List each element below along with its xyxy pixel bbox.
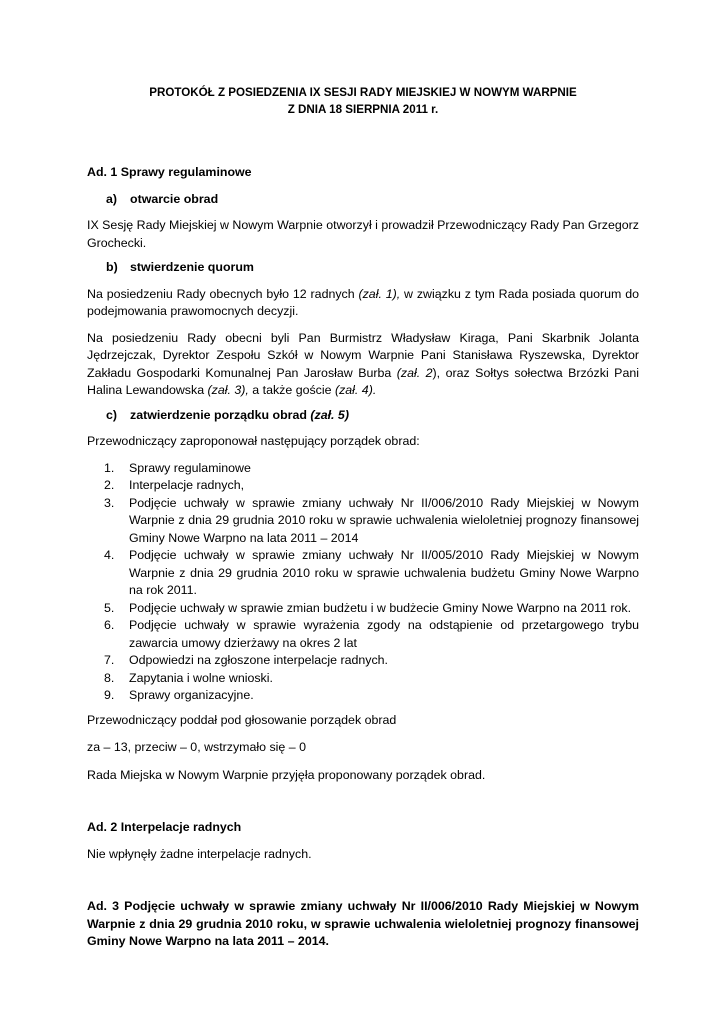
document-title-line2: Z DNIA 18 SIERPNIA 2011 r.: [287, 103, 439, 116]
ad1-b-p1-end: w związku z tym Rada posiada quorum do podejmowania prawomocnych decyzji.: [87, 286, 639, 318]
document-body: [87, 84, 639, 951]
ad1-b-marker: b): [106, 260, 118, 274]
agenda-item-number: 6.: [104, 618, 115, 632]
agenda-item-number: 9.: [104, 688, 115, 702]
agenda-item: [87, 477, 639, 495]
ad1-b-title: stwierdzenie quorum: [130, 260, 254, 274]
ad1-a-subheading: [87, 191, 639, 209]
agenda-list: [87, 460, 639, 705]
ad1-c-title-wrap: [130, 407, 349, 425]
agenda-item-text: Sprawy regulaminowe: [129, 460, 251, 475]
document-title-line1: PROTOKÓŁ Z POSIEDZENIA IX SESJI RADY MIEJSKIEJ W NOWYM WARPNIE: [149, 86, 577, 99]
ad2-text: Nie wpłynęły żadne interpelacje radnych.: [87, 846, 312, 861]
ad1-b-subheading: [87, 259, 639, 277]
ad1-b-p2-start: Na posiedzeniu Rady obecni byli Pan Burmistrz Władysław Kiraga, Pani Skarbnik Jolanta Jędrzejczak, Dyrektor Zespołu Szkół w Nowym Warpnie Pani Stanisława Ryszewska, Dyrektor Zakładu Gospodarki Komunalnej Pan Jarosław Burba: [87, 330, 639, 380]
agenda-item-text: Podjęcie uchwały w sprawie zmiany uchwały Nr II/006/2010 Rady Miejskiej w Nowym Warpnie z dnia 29 grudnia 2010 roku w sprawie uchwalenia wieloletniej prognozy finansowej Gminy Nowe Warpno na lata 2011 – 2014: [129, 495, 639, 545]
agenda-item-number: 4.: [104, 548, 115, 562]
agenda-item-text: Sprawy organizacyjne.: [129, 688, 254, 702]
ad1-heading: Ad. 1 Sprawy regulaminowe: [87, 165, 252, 179]
vote-result: za – 13, przeciw – 0, wstrzymało się – 0: [87, 740, 306, 754]
ad1-a-title: otwarcie obrad: [130, 191, 219, 206]
ad3-heading: Ad. 3 Podjęcie uchwały w sprawie zmiany uchwały Nr II/006/2010 Rady Miejskiej w Nowym Warpnie z dnia 29 grudnia 2010 roku, w sprawie uchwalenia wieloletniej prognozy finansowej Gminy Nowe Warpno na lata 2011 – 2014.: [87, 899, 639, 948]
ad1-b-p2-ref1: (zał. 2: [396, 365, 433, 380]
agenda-item-text: Zapytania i wolne wnioski.: [129, 670, 273, 685]
agenda-item-number: 3.: [104, 495, 115, 510]
ad1-b-p2-ref2: (zał. 3),: [207, 383, 249, 397]
agenda-item-text: Podjęcie uchwały w sprawie wyrażenia zgody na odstąpienie od przetargowego trybu zawarcia umowy dzierżawy na okres 2 lat: [129, 618, 639, 650]
agenda-item: [87, 460, 639, 478]
ad1-b-p1-start: Na posiedzeniu Rady obecnych było 12 radnych: [87, 286, 359, 301]
ad1-b-p2-mid: ), oraz Sołtys sołectwa Brzózki Pani Halina Lewandowska: [87, 365, 639, 397]
ad1-b-p2-mid2: a także goście: [248, 383, 335, 397]
ad1-b-attendees-paragraph: [87, 330, 639, 400]
agenda-item-text: Odpowiedzi na zgłoszone interpelacje radnych.: [129, 653, 388, 667]
agenda-item: [87, 652, 639, 670]
agenda-item-text: Podjęcie uchwały w sprawie zmian budżetu i w budżecie Gminy Nowe Warpno na 2011 rok.: [129, 600, 632, 615]
ad1-c-marker: c): [106, 407, 118, 422]
agenda-item-number: 1.: [104, 460, 115, 475]
ad1-b-p1-ref: (zał. 1),: [358, 286, 401, 301]
ad1-c-intro: Przewodniczący zaproponował następujący porządek obrad:: [87, 434, 420, 448]
agenda-item-number: 2.: [104, 478, 115, 492]
agenda-item-number: 8.: [104, 670, 115, 685]
agenda-item: [87, 547, 639, 600]
ad1-a-text: IX Sesję Rady Miejskiej w Nowym Warpnie otworzył i prowadził Przewodniczący Rady Pan Grzegorz Grochecki.: [87, 218, 639, 250]
agenda-conclusion: Rada Miejska w Nowym Warpnie przyjęła proponowany porządek obrad.: [87, 767, 486, 782]
agenda-item-text: Podjęcie uchwały w sprawie zmiany uchwały Nr II/005/2010 Rady Miejskiej w Nowym Warpnie z dnia 29 grudnia 2010 roku w sprawie uchwalenia budżetu Gminy Nowe Warpno na rok 2011.: [129, 548, 639, 597]
vote-intro: Przewodniczący poddał pod głosowanie porządek obrad: [87, 712, 397, 727]
agenda-item-number: 5.: [104, 600, 115, 615]
ad1-b-p2-ref3: (zał. 4).: [334, 383, 377, 397]
agenda-item: [87, 687, 639, 705]
ad1-c-title: zatwierdzenie porządku obrad: [130, 407, 311, 422]
ad1-c-title-ref: (zał. 5): [310, 407, 349, 422]
ad1-b-quorum-paragraph: [87, 286, 639, 321]
ad1-c-subheading: [87, 407, 639, 425]
ad2-heading: Ad. 2 Interpelacje radnych: [87, 820, 242, 834]
agenda-item: [87, 617, 639, 652]
agenda-item: [87, 495, 639, 548]
agenda-item: [87, 600, 639, 618]
agenda-item-text: Interpelacje radnych,: [129, 478, 245, 492]
agenda-item: [87, 670, 639, 688]
agenda-item-number: 7.: [104, 653, 115, 667]
ad1-a-marker: a): [106, 191, 118, 206]
